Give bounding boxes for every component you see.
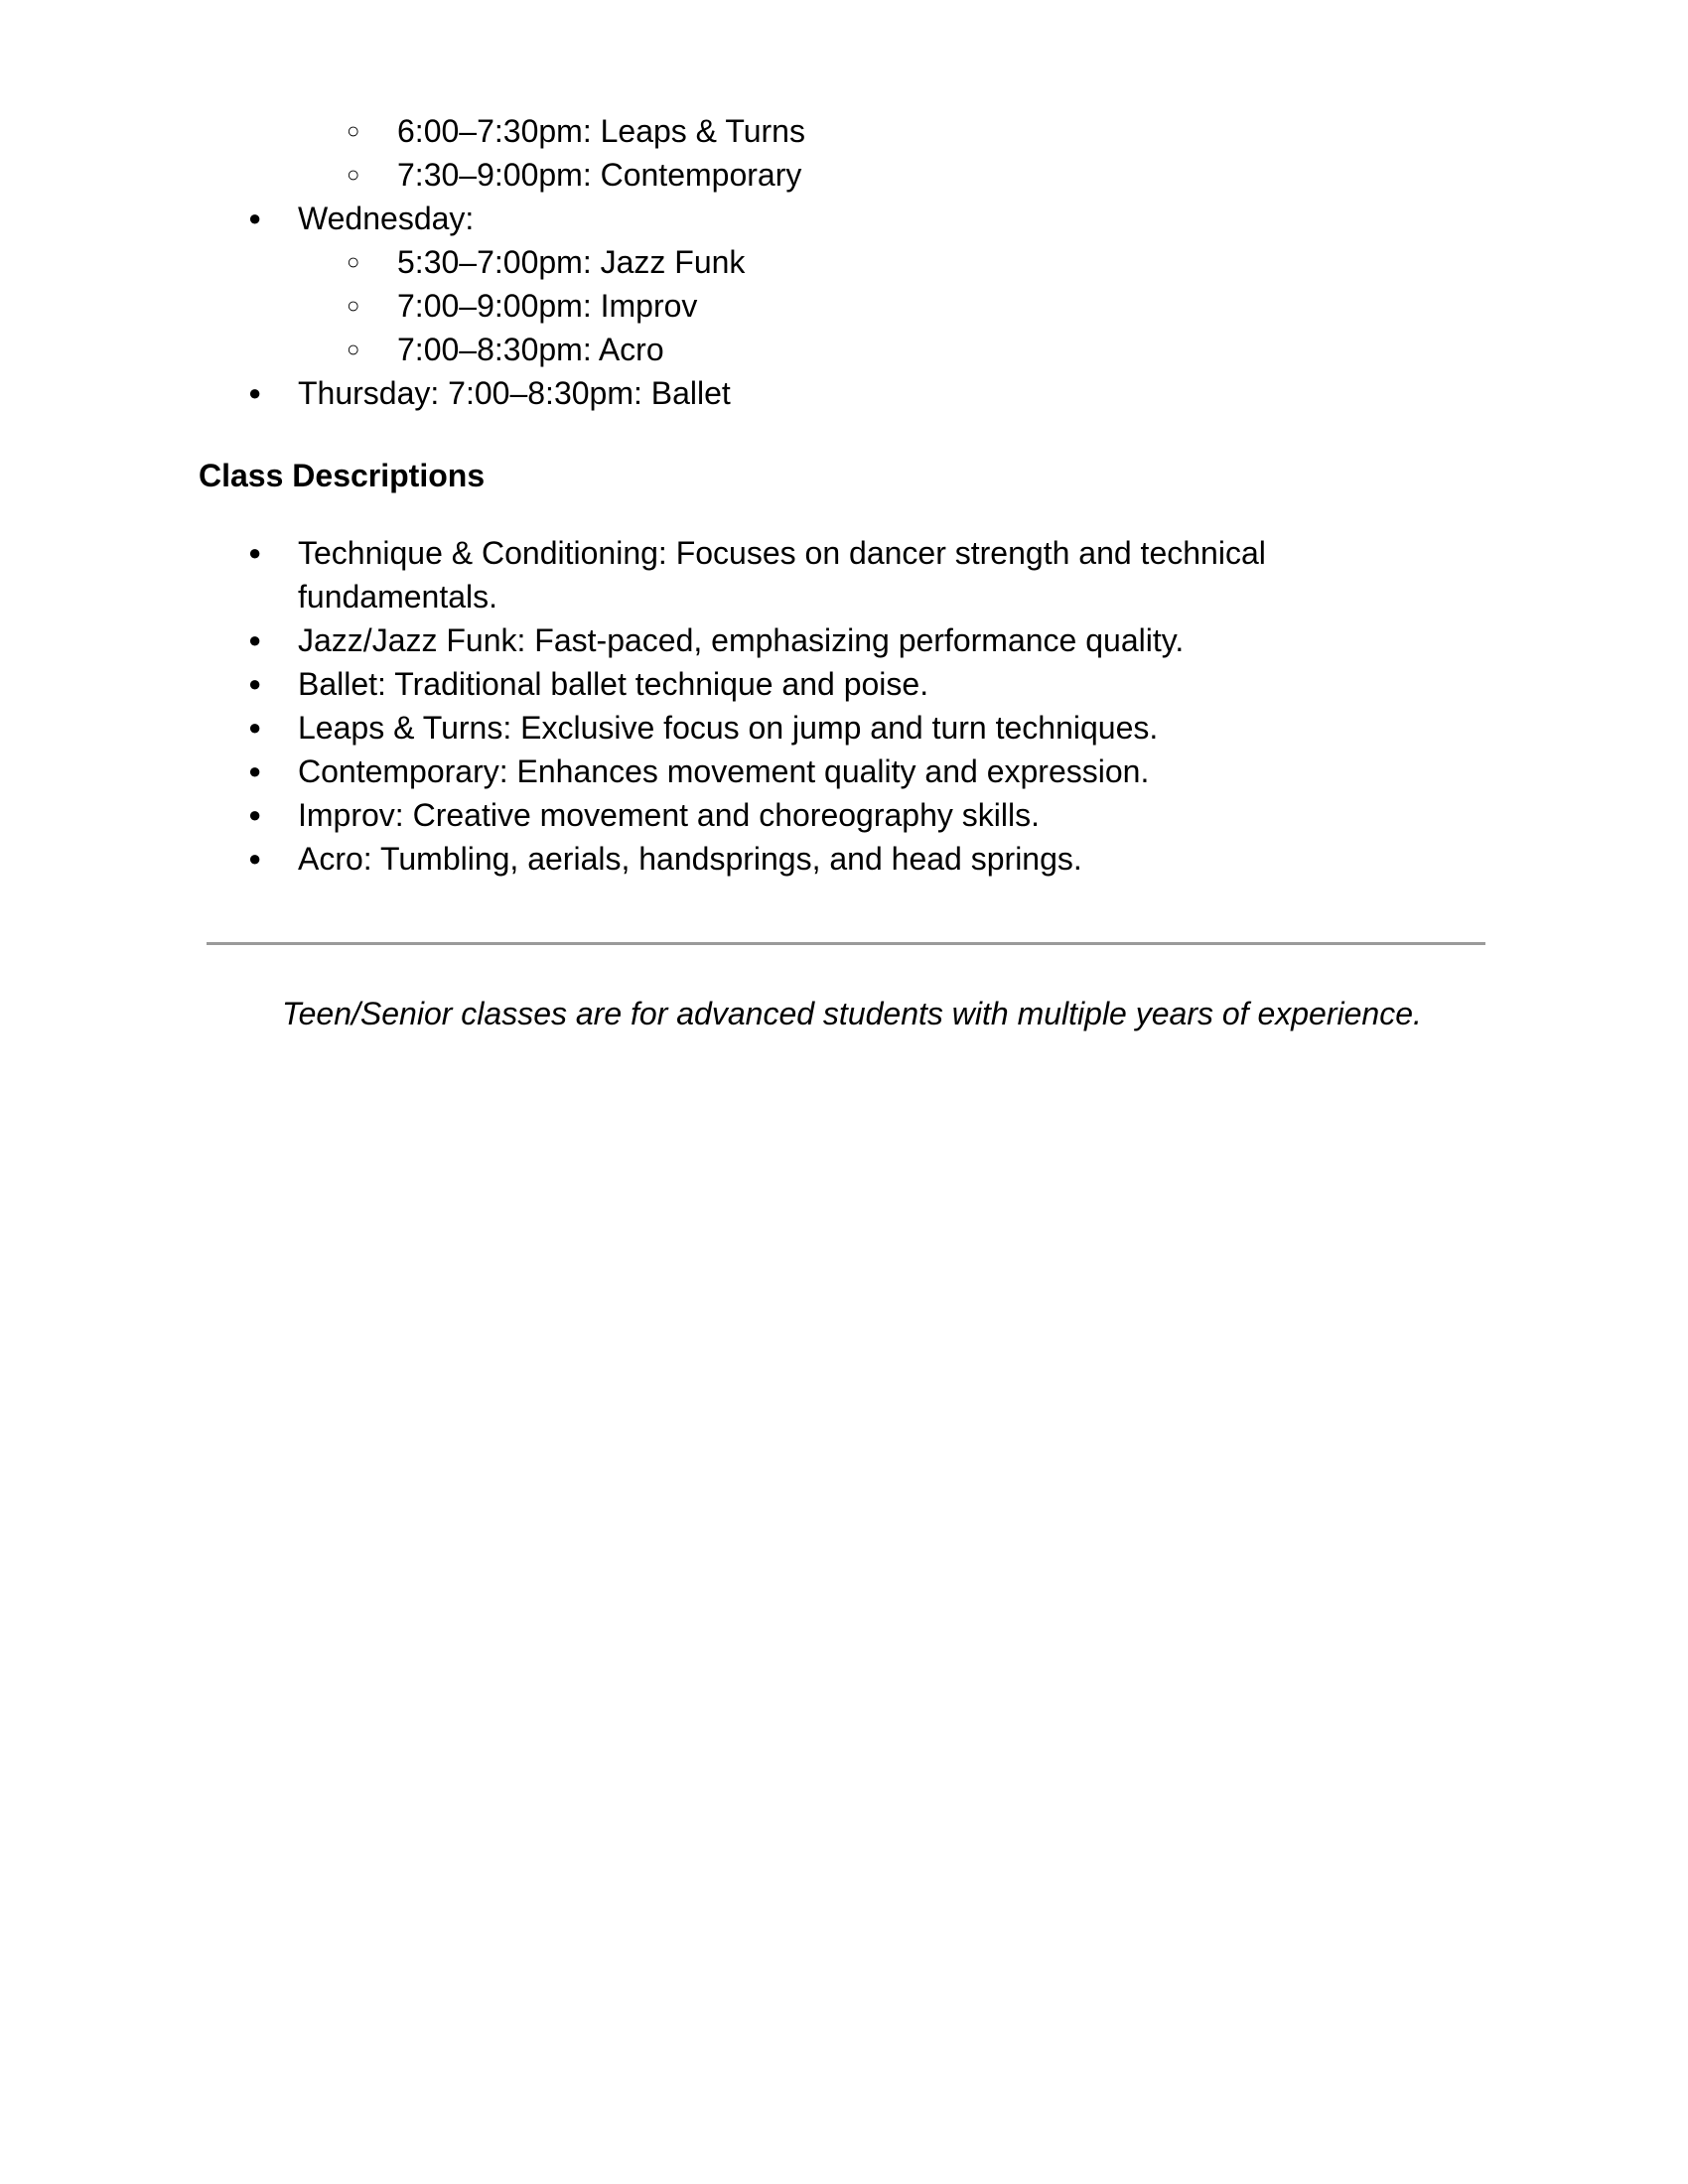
class-description-item-continued: fundamentals. — [298, 579, 498, 614]
class-description-item: Contemporary: Enhances movement quality and expression. — [298, 753, 1150, 789]
section-heading: Class Descriptions — [199, 458, 486, 493]
filled-bullet-icon — [248, 750, 261, 793]
class-description-item: Leaps & Turns: Exclusive focus on jump and turn techniques. — [298, 710, 1159, 746]
class-description-item: Ballet: Traditional ballet technique and poise. — [298, 666, 929, 702]
horizontal-divider — [207, 942, 1485, 945]
hollow-bullet-icon — [347, 284, 359, 328]
schedule-day-thursday: Thursday: 7:00–8:30pm: Ballet — [298, 375, 731, 411]
filled-bullet-icon — [248, 837, 261, 881]
class-description-item: Acro: Tumbling, aerials, handsprings, and head springs. — [298, 841, 1082, 877]
schedule-sub-item: 7:30–9:00pm: Contemporary — [397, 157, 802, 193]
schedule-sub-item: 5:30–7:00pm: Jazz Funk — [397, 244, 746, 280]
schedule-sub-item: 6:00–7:30pm: Leaps & Turns — [397, 113, 805, 149]
hollow-bullet-icon — [347, 153, 359, 197]
schedule-sub-item: 7:00–9:00pm: Improv — [397, 288, 698, 324]
filled-bullet-icon — [248, 531, 261, 575]
filled-bullet-icon — [248, 706, 261, 750]
class-description-item: Improv: Creative movement and choreography skills. — [298, 797, 1040, 833]
filled-bullet-icon — [248, 197, 261, 240]
filled-bullet-icon — [248, 371, 261, 415]
schedule-sub-item: 7:00–8:30pm: Acro — [397, 332, 664, 367]
filled-bullet-icon — [248, 618, 261, 662]
class-description-item: Technique & Conditioning: Focuses on dancer strength and technical — [298, 535, 1266, 571]
filled-bullet-icon — [248, 662, 261, 706]
hollow-bullet-icon — [347, 109, 359, 153]
filled-bullet-icon — [248, 793, 261, 837]
schedule-day-wednesday: Wednesday: — [298, 201, 475, 236]
hollow-bullet-icon — [347, 328, 359, 371]
class-description-item: Jazz/Jazz Funk: Fast-paced, emphasizing performance quality. — [298, 622, 1185, 658]
hollow-bullet-icon — [347, 240, 359, 284]
footer-note: Teen/Senior classes are for advanced students with multiple years of experience. — [282, 996, 1422, 1031]
